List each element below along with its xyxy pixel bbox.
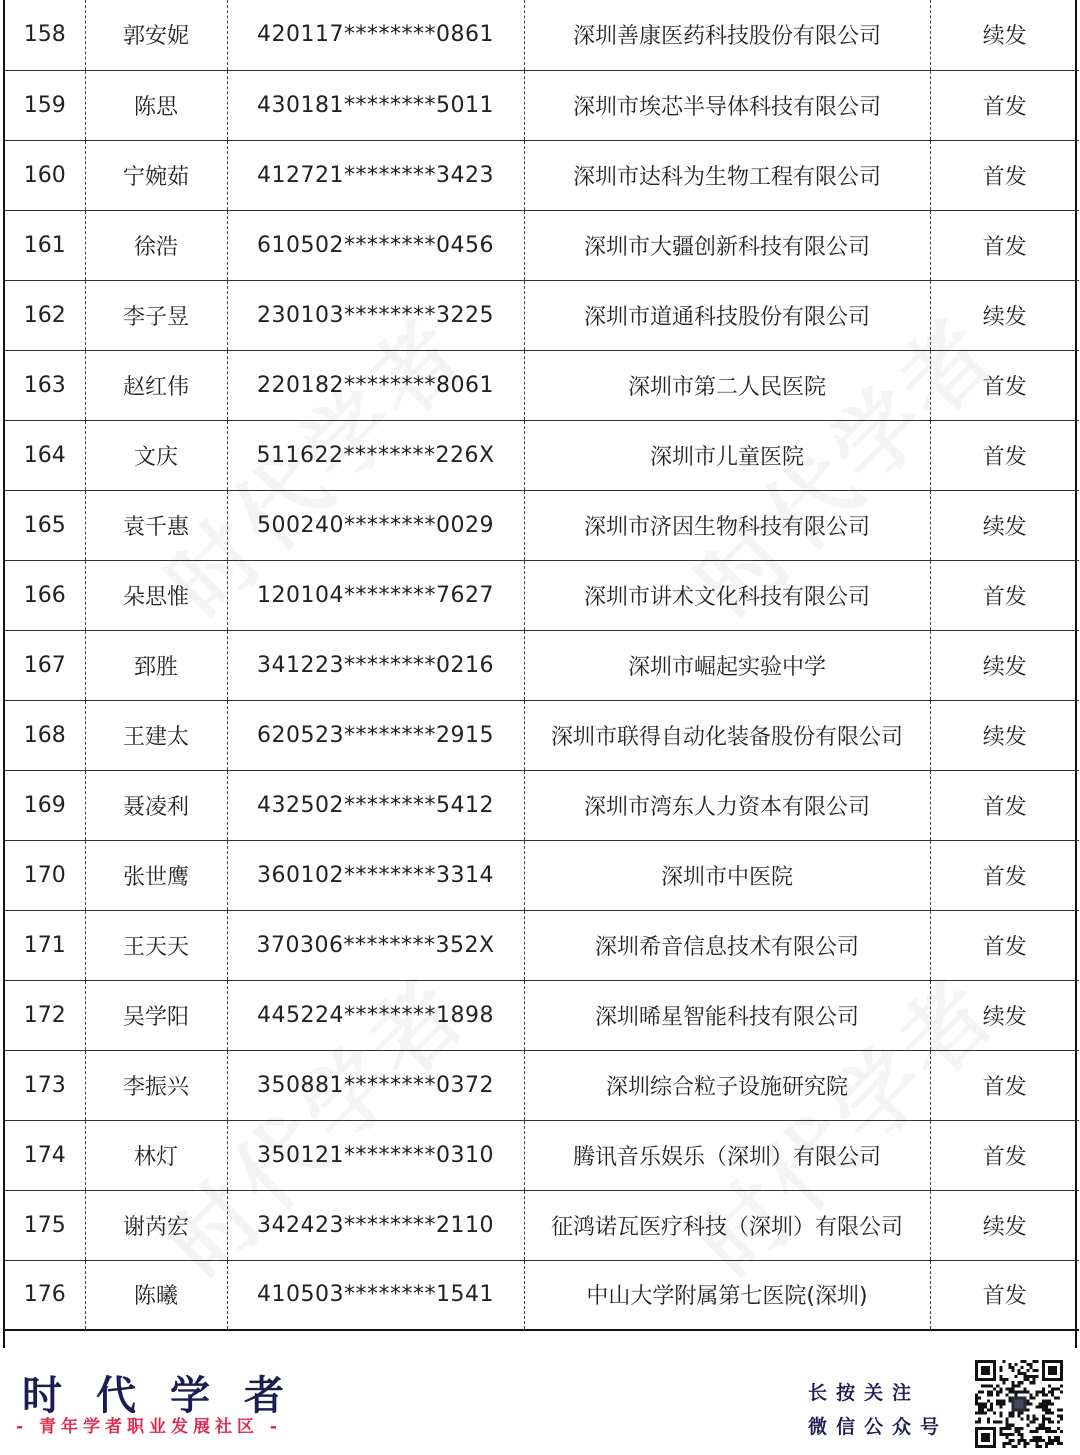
cell-organization: 深圳市第二人民医院 <box>524 350 930 420</box>
cell-organization: 深圳市达科为生物工程有限公司 <box>524 140 930 210</box>
cell-id-number: 230103********3225 <box>227 280 524 350</box>
cell-type: 首发 <box>930 210 1079 280</box>
cell-number: 169 <box>5 770 85 840</box>
table-row <box>5 350 1079 420</box>
cell-type: 首发 <box>930 1120 1079 1190</box>
cell-number: 162 <box>5 280 85 350</box>
cell-number: 174 <box>5 1120 85 1190</box>
table-row <box>5 0 1079 70</box>
cell-id-number: 370306********352X <box>227 910 524 980</box>
cell-name: 郅胜 <box>85 630 227 700</box>
cell-number: 168 <box>5 700 85 770</box>
cell-name: 赵红伟 <box>85 350 227 420</box>
cell-id-number: 620523********2915 <box>227 700 524 770</box>
cell-type: 首发 <box>930 840 1079 910</box>
cell-id-number: 412721********3423 <box>227 140 524 210</box>
cell-organization: 深圳晞星智能科技有限公司 <box>524 980 930 1050</box>
cell-type: 首发 <box>930 1260 1079 1330</box>
cell-number: 170 <box>5 840 85 910</box>
table-row <box>5 1190 1079 1260</box>
table-body <box>5 0 1079 1330</box>
cell-type: 续发 <box>930 280 1079 350</box>
cell-name: 陈曦 <box>85 1260 227 1330</box>
table-row <box>5 280 1079 350</box>
cell-id-number: 220182********8061 <box>227 350 524 420</box>
cell-organization: 深圳市湾东人力资本有限公司 <box>524 770 930 840</box>
table-row <box>5 70 1079 140</box>
cell-id-number: 500240********0029 <box>227 490 524 560</box>
cell-id-number: 342423********2110 <box>227 1190 524 1260</box>
brand-title: 时代学者 <box>22 1373 318 1419</box>
cell-id-number: 430181********5011 <box>227 70 524 140</box>
cell-organization: 深圳市济因生物科技有限公司 <box>524 490 930 560</box>
cell-organization: 中山大学附属第七医院(深圳) <box>524 1260 930 1330</box>
cell-id-number: 350121********0310 <box>227 1120 524 1190</box>
cell-number: 158 <box>5 0 85 70</box>
table-row <box>5 700 1079 770</box>
cell-id-number: 410503********1541 <box>227 1260 524 1330</box>
cell-id-number: 445224********1898 <box>227 980 524 1050</box>
cell-id-number: 120104********7627 <box>227 560 524 630</box>
footer <box>0 1348 1080 1455</box>
cell-id-number: 350881********0372 <box>227 1050 524 1120</box>
cell-id-number: 360102********3314 <box>227 840 524 910</box>
cell-name: 徐浩 <box>85 210 227 280</box>
table-row <box>5 140 1079 210</box>
cell-organization: 深圳善康医药科技股份有限公司 <box>524 0 930 70</box>
cell-name: 谢芮宏 <box>85 1190 227 1260</box>
cell-type: 续发 <box>930 980 1079 1050</box>
table-row <box>5 1260 1079 1330</box>
cell-type: 续发 <box>930 630 1079 700</box>
cell-name: 林灯 <box>85 1120 227 1190</box>
cell-name: 宁婉茹 <box>85 140 227 210</box>
cell-type: 首发 <box>930 420 1079 490</box>
cell-type: 首发 <box>930 770 1079 840</box>
cell-id-number: 610502********0456 <box>227 210 524 280</box>
table <box>5 0 1079 1331</box>
cell-name: 李子昱 <box>85 280 227 350</box>
qr-code-icon[interactable] <box>975 1360 1063 1448</box>
cell-name: 袁千惠 <box>85 490 227 560</box>
cell-id-number: 341223********0216 <box>227 630 524 700</box>
cell-type: 续发 <box>930 0 1079 70</box>
cell-number: 163 <box>5 350 85 420</box>
table-row <box>5 770 1079 840</box>
cell-organization: 深圳市儿童医院 <box>524 420 930 490</box>
award-list-table <box>3 0 1077 1348</box>
cell-organization: 深圳市联得自动化装备股份有限公司 <box>524 700 930 770</box>
cell-number: 175 <box>5 1190 85 1260</box>
cell-type: 首发 <box>930 140 1079 210</box>
cell-name: 王天天 <box>85 910 227 980</box>
table-row <box>5 420 1079 490</box>
table-row <box>5 630 1079 700</box>
cell-name: 李振兴 <box>85 1050 227 1120</box>
cell-organization: 深圳市埃芯半导体科技有限公司 <box>524 70 930 140</box>
cell-name: 郭安妮 <box>85 0 227 70</box>
cell-id-number: 432502********5412 <box>227 770 524 840</box>
cell-number: 161 <box>5 210 85 280</box>
cell-type: 首发 <box>930 560 1079 630</box>
cell-name: 聂凌利 <box>85 770 227 840</box>
cell-number: 166 <box>5 560 85 630</box>
cell-organization: 深圳市崛起实验中学 <box>524 630 930 700</box>
cell-number: 165 <box>5 490 85 560</box>
cell-number: 160 <box>5 140 85 210</box>
cell-type: 首发 <box>930 910 1079 980</box>
table-row <box>5 840 1079 910</box>
cell-id-number: 511622********226X <box>227 420 524 490</box>
follow-line-1: 长按关注 <box>808 1382 921 1404</box>
table-row <box>5 210 1079 280</box>
cell-name: 张世鹰 <box>85 840 227 910</box>
table-row <box>5 910 1079 980</box>
cell-organization: 征鸿诺瓦医疗科技（深圳）有限公司 <box>524 1190 930 1260</box>
cell-number: 176 <box>5 1260 85 1330</box>
table-row <box>5 1050 1079 1120</box>
cell-number: 171 <box>5 910 85 980</box>
brand-subtitle: - 青年学者职业发展社区 - <box>16 1417 282 1437</box>
table-row <box>5 560 1079 630</box>
cell-organization: 深圳市道通科技股份有限公司 <box>524 280 930 350</box>
cell-name: 朵思惟 <box>85 560 227 630</box>
cell-number: 172 <box>5 980 85 1050</box>
cell-name: 吴学阳 <box>85 980 227 1050</box>
cell-type: 续发 <box>930 490 1079 560</box>
cell-number: 159 <box>5 70 85 140</box>
table-row <box>5 490 1079 560</box>
cell-name: 文庆 <box>85 420 227 490</box>
cell-type: 续发 <box>930 700 1079 770</box>
cell-organization: 深圳希音信息技术有限公司 <box>524 910 930 980</box>
cell-organization: 深圳综合粒子设施研究院 <box>524 1050 930 1120</box>
cell-organization: 腾讯音乐娱乐（深圳）有限公司 <box>524 1120 930 1190</box>
table-row <box>5 980 1079 1050</box>
cell-type: 首发 <box>930 70 1079 140</box>
cell-organization: 深圳市大疆创新科技有限公司 <box>524 210 930 280</box>
table-row <box>5 1120 1079 1190</box>
cell-organization: 深圳市讲术文化科技有限公司 <box>524 560 930 630</box>
cell-number: 173 <box>5 1050 85 1120</box>
cell-name: 陈思 <box>85 70 227 140</box>
cell-number: 167 <box>5 630 85 700</box>
cell-number: 164 <box>5 420 85 490</box>
cell-type: 首发 <box>930 350 1079 420</box>
cell-id-number: 420117********0861 <box>227 0 524 70</box>
cell-name: 王建太 <box>85 700 227 770</box>
cell-type: 首发 <box>930 1050 1079 1120</box>
cell-type: 续发 <box>930 1190 1079 1260</box>
cell-organization: 深圳市中医院 <box>524 840 930 910</box>
follow-line-2: 微信公众号 <box>808 1416 949 1438</box>
